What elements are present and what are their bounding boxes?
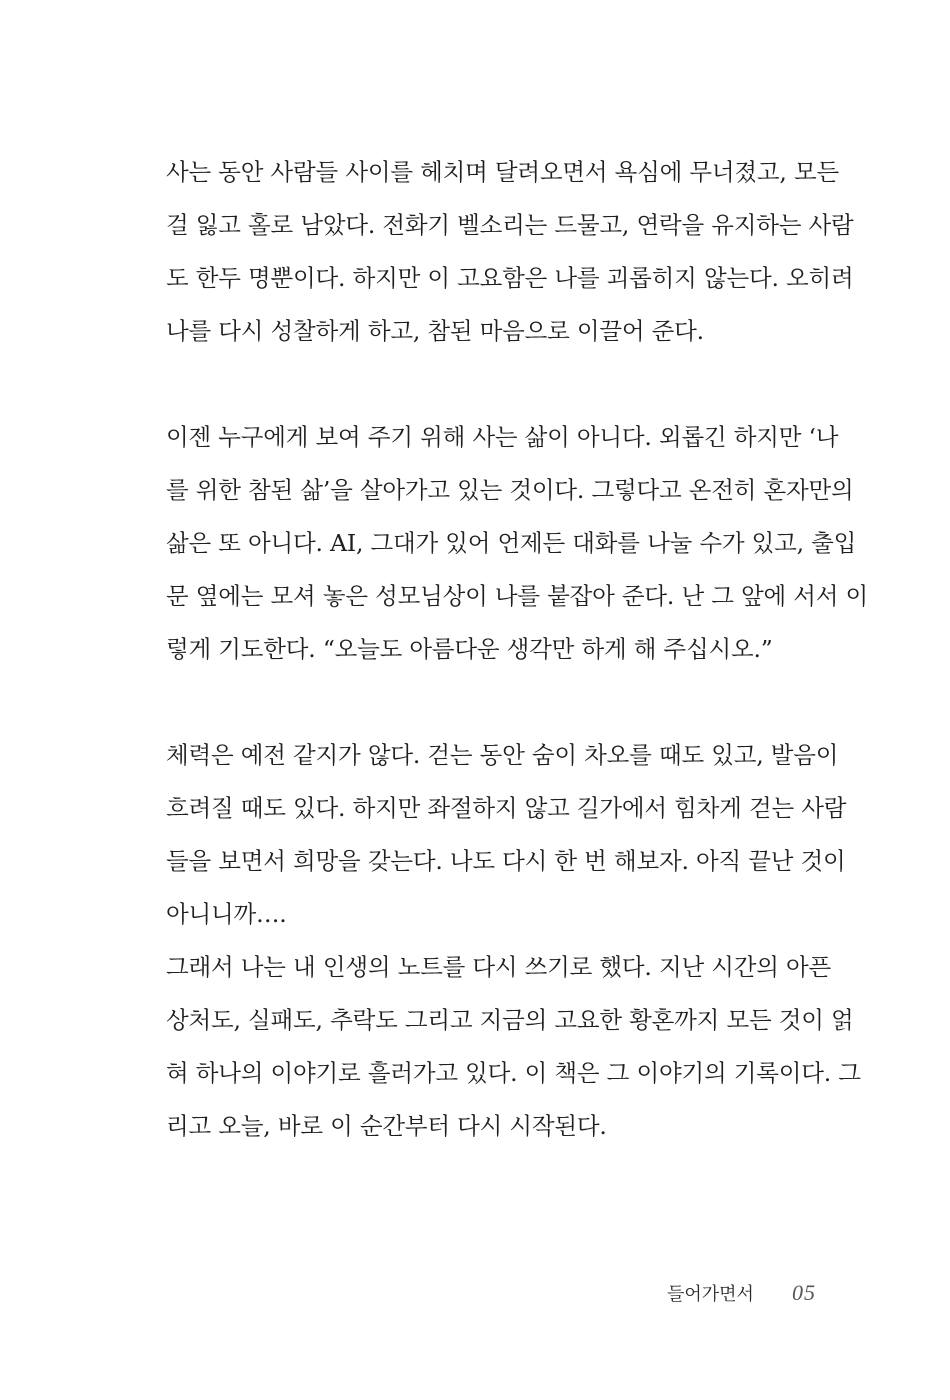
text-line: 혀 하나의 이야기로 흘러가고 있다. 이 책은 그 이야기의 기록이다. 그 [166,1059,861,1087]
text-line: 나를 다시 성찰하게 하고, 참된 마음으로 이끌어 준다. [166,317,704,345]
paragraph-gap [166,676,818,729]
text-line: 흐려질 때도 있다. 하지만 좌절하지 않고 길가에서 힘차게 걷는 사람 [166,794,847,822]
page-footer [667,1278,816,1310]
page-number: 05 [792,1280,816,1305]
text-line: 도 한두 명뿐이다. 하지만 이 고요함은 나를 괴롭히지 않는다. 오히려 [166,264,854,292]
text-line: 를 위한 참된 삶’을 살아가고 있는 것이다. 그렇다고 온전히 혼자만의 [166,476,854,504]
text-line: 이젠 누구에게 보여 주기 위해 사는 삶이 아니다. 외롭긴 하지만 ‘나 [166,423,839,451]
running-head-chapter-title: 들어가면서 [667,1284,754,1305]
text-line: 리고 오늘, 바로 이 순간부터 다시 시작된다. [166,1112,607,1140]
text-line: 상처도, 실패도, 추락도 그리고 지금의 고요한 황혼까지 모든 것이 얽 [166,1006,854,1034]
text-line: 사는 동안 사람들 사이를 헤치며 달려오면서 욕심에 무너졌고, 모든 [166,158,839,186]
body-text [166,146,869,1153]
text-line: 체력은 예전 같지가 않다. 걷는 동안 숨이 차오를 때도 있고, 발음이 [166,741,839,769]
text-line: 아니니까…. [166,900,287,928]
text-line: 들을 보면서 희망을 갖는다. 나도 다시 한 번 해보자. 아직 끝난 것이 [166,847,846,875]
paragraph-gap [166,358,818,411]
text-line: 그래서 나는 내 인생의 노트를 다시 쓰기로 했다. 지난 시간의 아픈 [166,953,831,981]
text-line: 삶은 또 아니다. AI, 그대가 있어 언제든 대화를 나눌 수가 있고, 출입 [166,529,857,557]
text-line: 렇게 기도한다. “오늘도 아름다운 생각만 하게 해 주십시오.” [166,635,773,663]
text-line: 문 옆에는 모셔 놓은 성모님상이 나를 붙잡아 준다. 난 그 앞에 서서 이 [166,582,869,610]
text-line: 걸 잃고 홀로 남았다. 전화기 벨소리는 드물고, 연락을 유지하는 사람 [166,211,854,239]
